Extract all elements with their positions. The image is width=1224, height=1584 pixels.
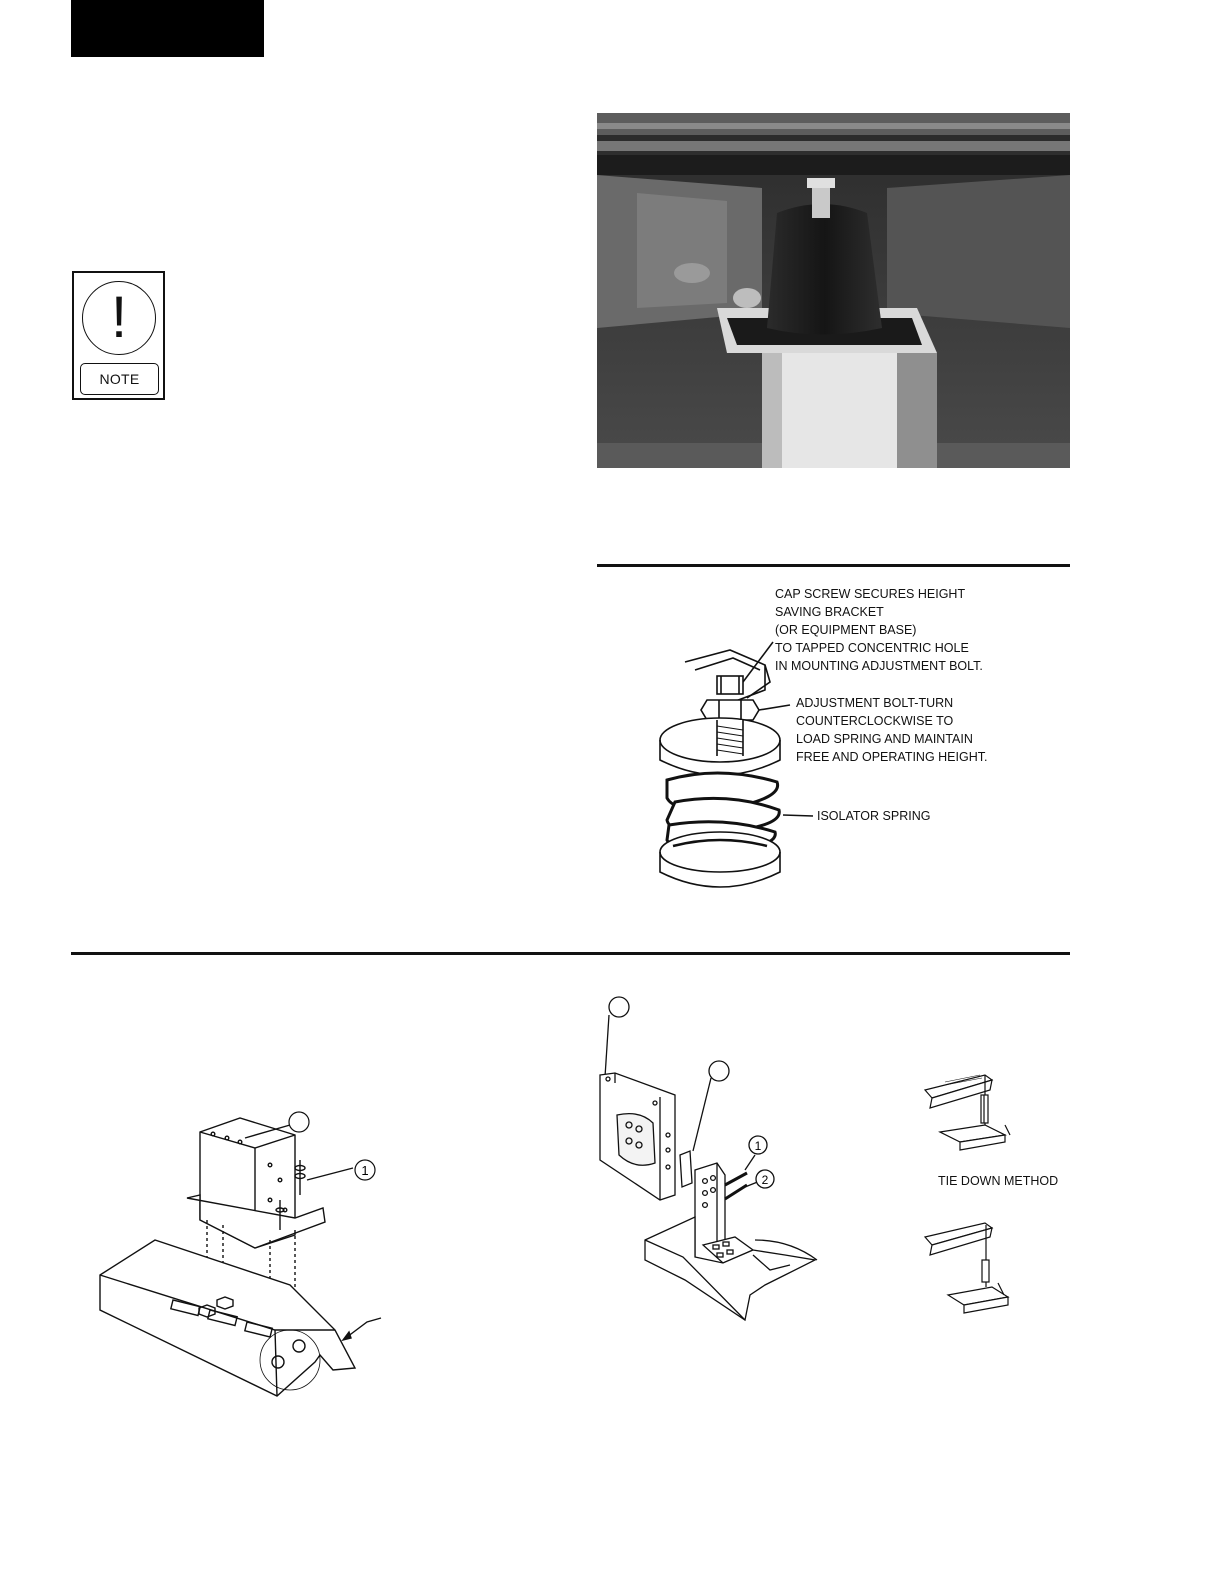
section-rule-full	[71, 952, 1070, 955]
note-box	[72, 271, 165, 400]
callout-isolator-spring: ISOLATOR SPRING	[817, 809, 931, 823]
bracket-assembly-figure-right	[595, 995, 835, 1330]
section-rule-right	[597, 564, 1070, 567]
isolator-photo	[597, 113, 1070, 468]
exclamation-icon	[82, 281, 156, 355]
tie-down-method-label: TIE DOWN METHOD	[938, 1174, 1059, 1188]
bracket-assembly-figure-left	[95, 1100, 415, 1410]
tie-down-drawing-top	[920, 1070, 1020, 1170]
callout-adjustment-bolt: ADJUSTMENT BOLT-TURN COUNTERCLOCKWISE TO LOAD SPRING AND MAINTAIN FREE AND OPERATING HEIGHT.	[796, 696, 988, 764]
tie-down-figure-bottom	[920, 1215, 1020, 1320]
isolator-photo-illustration	[597, 113, 1070, 468]
tie-down-drawing-bottom	[920, 1215, 1020, 1320]
note-label: NOTE	[80, 363, 159, 395]
note-symbol: !	[110, 285, 128, 350]
tie-down-figure-top	[920, 1070, 1020, 1170]
marker-2-right: 2	[761, 1173, 769, 1187]
marker-1-right: 1	[754, 1139, 762, 1153]
callout-cap-screw: CAP SCREW SECURES HEIGHT SAVING BRACKET (OR EQUIPMENT BASE) TO TAPPED CONCENTRIC HOLE IN MOUNTING ADJUSTMENT BOLT.	[775, 587, 983, 673]
marker-1-left: 1	[361, 1163, 369, 1178]
header-tab	[71, 0, 264, 57]
bracket-assembly-drawing-right	[595, 995, 835, 1330]
bracket-assembly-drawing-left	[95, 1100, 415, 1410]
